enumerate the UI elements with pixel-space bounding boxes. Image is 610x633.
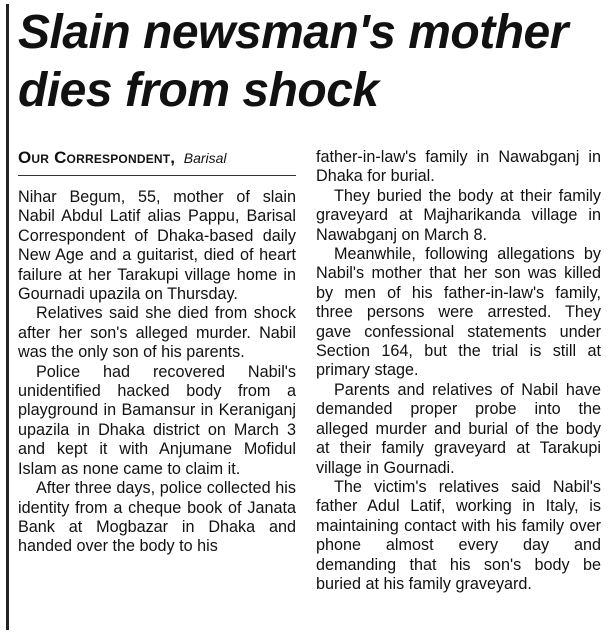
paragraph-6: Meanwhile, following allegations by Nabil's mother that her son was killed by men of his father-in-law's family, three persons were arrested. They gave confessional statements under Section 164, but the trial is still at primary stage. — [316, 245, 601, 380]
headline-line-2: dies from shock — [18, 64, 379, 117]
paragraph-8: The victim's relatives said Nabil's father Adul Latif, working in Italy, is maintaining contact with his family over phone almost every day and demanding that his son's body be buried at his family graveyard. — [316, 477, 601, 593]
paragraph-2: Relatives said she died from shock after her son's alleged murder. Nabil was the only son of his parents. — [18, 304, 296, 362]
article-column-right — [316, 148, 601, 594]
paragraph-5: They buried the body at their family graveyard at Majharikanda village in Nawabganj on March 8. — [316, 186, 601, 244]
byline — [18, 148, 296, 176]
paragraph-7: Parents and relatives of Nabil have demanded proper probe into the alleged murder and burial of the body at their family graveyard at Tarakupi village in Gournadi. — [316, 380, 601, 477]
headline-line-1: Slain newsman's mother — [18, 6, 568, 59]
paragraph-1: Nihar Begum, 55, mother of slain Nabil Abdul Latif alias Pappu, Barisal Correspondent of Dhaka-based daily New Age and a guitarist, died of heart failure at her Tarakupi village home in Gournadi upazila on Thursday. — [18, 188, 296, 304]
paragraph-3: Police had recovered Nabil's unidentified hacked body from a playground in Bamansur in Keraniganj upazila in Dhaka district on March 3 and kept it with Anjumane Mofidul Islam as none came to claim it. — [18, 362, 296, 478]
headline — [18, 4, 603, 120]
paragraph-4-continued: father-in-law's family in Nawabganj in Dhaka for burial. — [316, 148, 601, 186]
byline-name: Our Correspondent, — [18, 148, 176, 167]
byline-place: Barisal — [183, 150, 227, 166]
article-column-left — [18, 148, 296, 557]
paragraph-4: After three days, police collected his identity from a cheque book of Janata Bank at Mogbazar in Dhaka and handed over the body to his — [18, 479, 296, 556]
column-rule — [6, 4, 9, 630]
